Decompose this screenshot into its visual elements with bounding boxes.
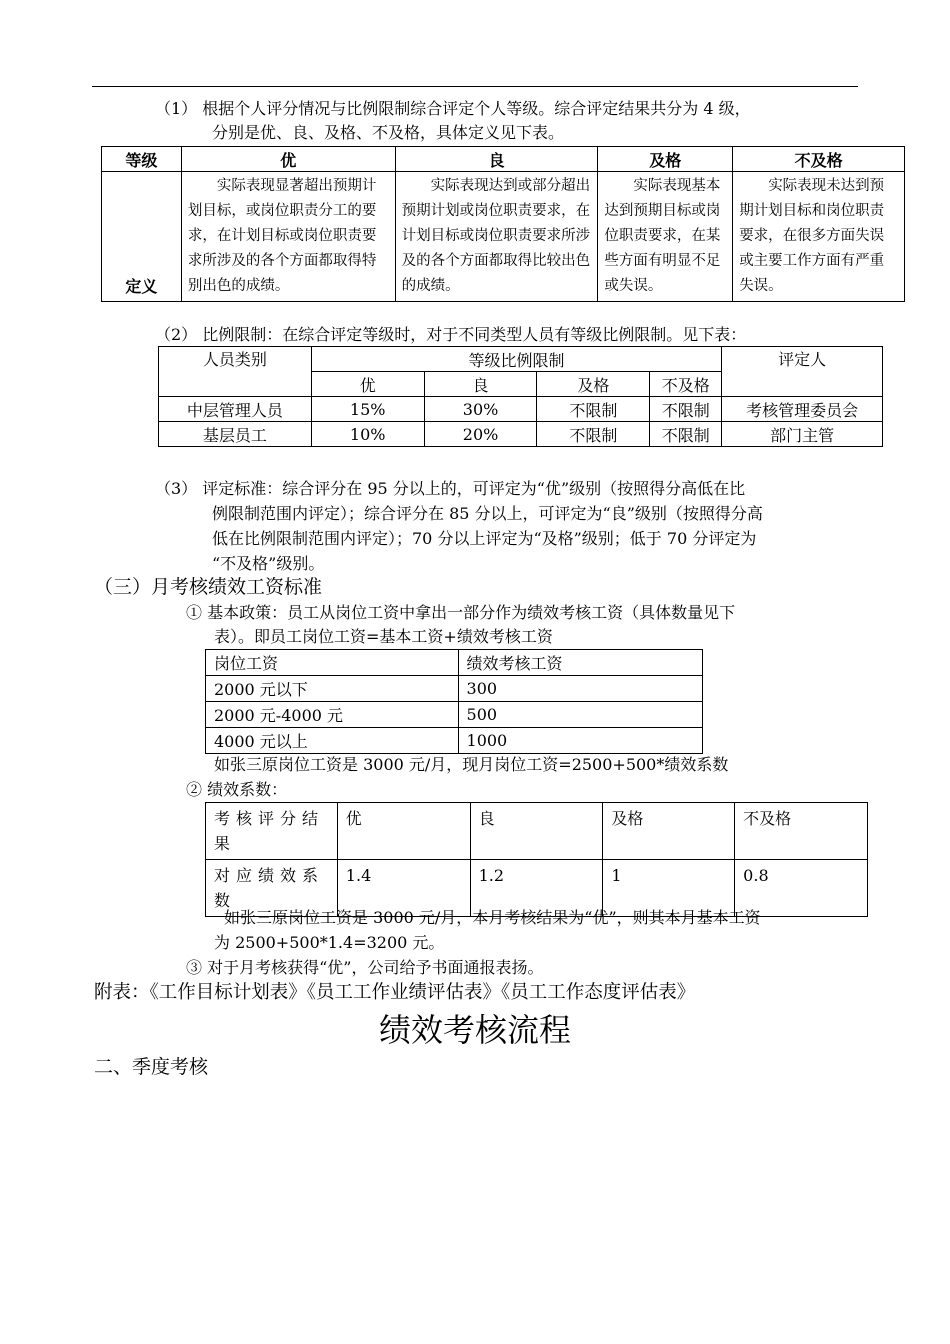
ratio-cell: 不限制 <box>537 422 650 447</box>
table-row <box>159 397 883 422</box>
grade-header: 等级 <box>102 147 182 172</box>
coef-row1-label: 考核评分结果 <box>206 803 338 860</box>
ratio-cell: 20% <box>424 422 537 447</box>
salary-header-performance: 绩效考核工资 <box>458 650 702 676</box>
para3-line3: 低在比例限制范围内评定）；70 分以上评定为“及格”级别；低于 70 分评定为 <box>212 529 757 548</box>
grade-header-excellent: 优 <box>181 147 395 172</box>
item3: ③ 对于月考核获得“优”，公司给予书面通报表扬。 <box>186 958 544 977</box>
salary-cell: 2000 元-4000 元 <box>206 702 459 728</box>
salary-cell: 300 <box>458 676 702 702</box>
coef-value: 0.8 <box>735 860 868 917</box>
item1-line2: 表）。即员工岗位工资=基本工资+绩效考核工资 <box>214 627 553 646</box>
coef-value: 1.2 <box>470 860 603 917</box>
grade-definition-table <box>101 146 905 302</box>
grade-header-pass: 及格 <box>598 147 733 172</box>
para1-line1: （1） 根据个人评分情况与比例限制综合评定个人等级。综合评定结果共分为 4 级， <box>155 99 751 118</box>
example1: 如张三原岗位工资是 3000 元/月，现月岗位工资=2500+500*绩效系数 <box>214 755 729 774</box>
section3-heading: （三）月考核绩效工资标准 <box>94 576 323 598</box>
definition-excellent: 实际表现显著超出预期计划目标，或岗位职责分工的要求，在计划目标或岗位职责要求所涉及的各个方面都取得特别出色的成绩。 <box>181 172 395 302</box>
item2: ② 绩效系数： <box>186 780 288 799</box>
item1-line1: ① 基本政策：员工从岗位工资中拿出一部分作为绩效考核工资（具体数量见下 <box>186 603 736 622</box>
ratio-cell: 不限制 <box>650 422 722 447</box>
ratio-grade-pass: 及格 <box>537 372 650 397</box>
definition-good: 实际表现达到或部分超出预期计划或岗位职责要求，在计划目标或岗位职责要求所涉及的各个方面都取得比较出色的成绩。 <box>395 172 598 302</box>
ratio-cell: 考核管理委员会 <box>722 397 883 422</box>
coef-value: 1.4 <box>337 860 470 917</box>
example2-line1: 如张三原岗位工资是 3000 元/月，本月考核结果为“优”，则其本月基本工资 <box>224 908 761 927</box>
table-row <box>206 676 703 702</box>
ratio-cell: 不限制 <box>537 397 650 422</box>
definition-label: 定义 <box>102 172 182 302</box>
salary-header-position: 岗位工资 <box>206 650 459 676</box>
ratio-cell: 30% <box>424 397 537 422</box>
process-title: 绩效考核流程 <box>378 1011 571 1049</box>
salary-cell: 1000 <box>458 728 702 754</box>
ratio-grade-fail: 不及格 <box>650 372 722 397</box>
header-rule <box>92 86 858 87</box>
ratio-grade-good: 良 <box>424 372 537 397</box>
coef-row2-label: 对应绩效系数 <box>206 860 338 917</box>
ratio-cell: 15% <box>311 397 424 422</box>
ratio-cell: 部门主管 <box>722 422 883 447</box>
definition-fail: 实际表现未达到预期计划目标和岗位职责要求，在很多方面失误或主要工作方面有严重失误。 <box>733 172 905 302</box>
coef-grade: 不及格 <box>735 803 868 860</box>
definition-pass: 实际表现基本达到预期目标或岗位职责要求，在某些方面有明显不足或失误。 <box>598 172 733 302</box>
salary-cell: 4000 元以上 <box>206 728 459 754</box>
ratio-header-category: 人员类别 <box>159 347 312 397</box>
table-row <box>206 702 703 728</box>
coef-value: 1 <box>603 860 735 917</box>
para3-line2: 例限制范围内评定）；综合评分在 85 分以上，可评定为“良”级别（按照得分高 <box>212 504 763 523</box>
coef-grade: 良 <box>470 803 603 860</box>
grade-header-fail: 不及格 <box>733 147 905 172</box>
ratio-grade-excellent: 优 <box>311 372 424 397</box>
ratio-cell: 基层员工 <box>159 422 312 447</box>
example2-line2: 为 2500+500*1.4=3200 元。 <box>214 933 445 952</box>
coefficient-table <box>205 802 868 917</box>
ratio-header-limit: 等级比例限制 <box>311 347 721 372</box>
grade-header-good: 良 <box>395 147 598 172</box>
section2-heading: 二、季度考核 <box>94 1056 209 1078</box>
ratio-cell: 中层管理人员 <box>159 397 312 422</box>
para3-line4: “不及格”级别。 <box>212 554 325 573</box>
table-row <box>206 728 703 754</box>
coef-grade: 及格 <box>603 803 735 860</box>
para1-line2: 分别是优、良、及格、不及格，具体定义见下表。 <box>212 123 565 142</box>
ratio-cell: 不限制 <box>650 397 722 422</box>
ratio-header-evaluator: 评定人 <box>722 347 883 397</box>
salary-table <box>205 649 703 754</box>
para2: （2） 比例限制：在综合评定等级时，对于不同类型人员有等级比例限制。见下表： <box>155 325 747 344</box>
salary-cell: 2000 元以下 <box>206 676 459 702</box>
ratio-cell: 10% <box>311 422 424 447</box>
appendix: 附表：《工作目标计划表》《员工工作业绩评估表》《员工工作态度评估表》 <box>94 982 696 1003</box>
para3-line1: （3） 评定标准：综合评分在 95 分以上的，可评定为“优”级别（按照得分高低在比 <box>155 479 746 498</box>
ratio-limit-table <box>158 346 883 447</box>
coef-grade: 优 <box>337 803 470 860</box>
table-row <box>159 422 883 447</box>
salary-cell: 500 <box>458 702 702 728</box>
